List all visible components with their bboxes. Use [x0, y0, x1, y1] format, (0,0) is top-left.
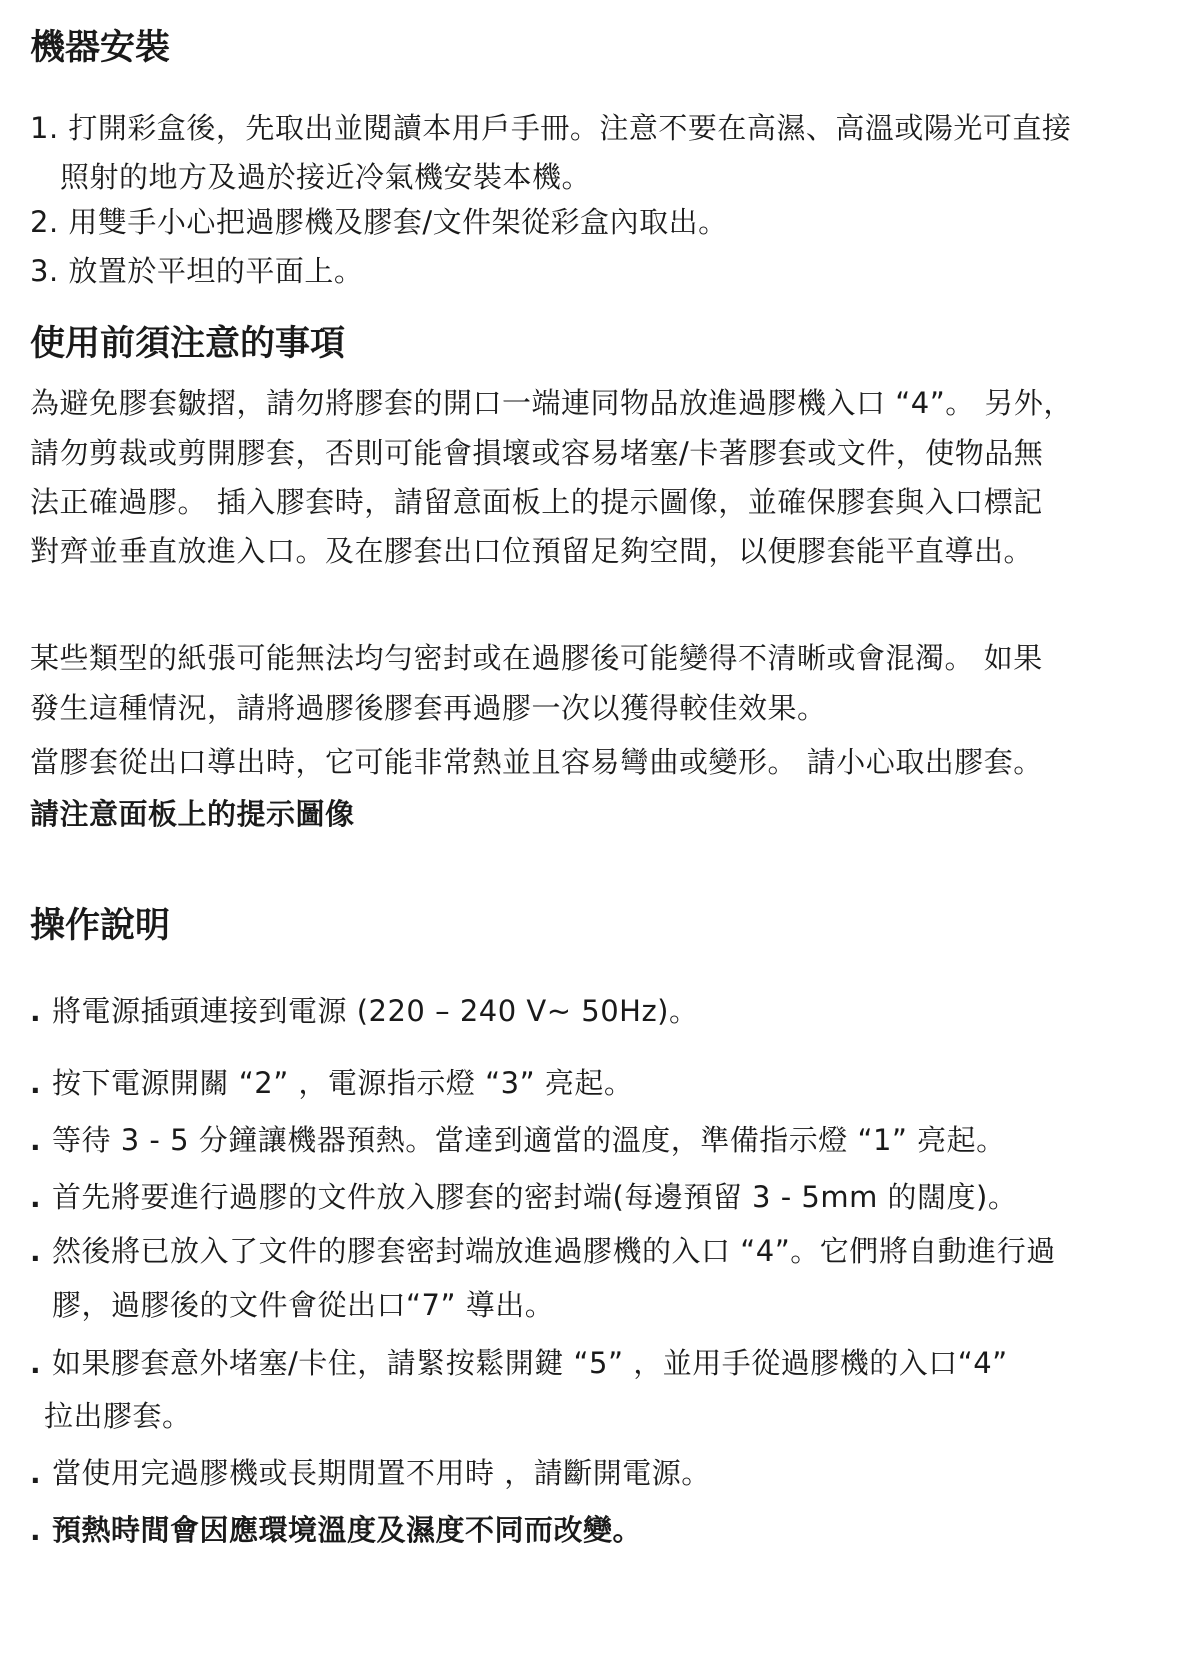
list-item [30, 1453, 711, 1494]
list-item [30, 1120, 1006, 1161]
list-item [30, 1231, 1056, 1272]
install-step-1-cont: 照射的地方及過於接近冷氣機安裝本機。 [60, 160, 592, 194]
list-item [30, 1063, 633, 1104]
op-step-jam-release-cont: 拉出膠套。 [44, 1399, 192, 1433]
bullet-glyph: . [30, 995, 42, 1028]
op-step-power-connect: 將電源插頭連接到電源 (220 – 240 V~ 50Hz)。 [52, 994, 699, 1028]
op-preheat-note: 預熱時間會因應環境溫度及濕度不同而改變。 [52, 1513, 643, 1547]
bullet-glyph: . [30, 1124, 42, 1157]
precaution-panel-note: 請注意面板上的提示圖像 [30, 797, 355, 831]
op-step-disconnect: 當使用完過膠機或長期閒置不用時 ，請斷開電源。 [52, 1456, 711, 1490]
precaution-para1-line1: 為避免膠套皺摺，請勿將膠套的開口一端連同物品放進過膠機入口 “4”。 另外， [30, 386, 1073, 420]
bullet-glyph: . [30, 1514, 42, 1547]
install-step-1: 1. 打開彩盒後，先取出並閱讀本用戶手冊。注意不要在高濕、高溫或陽光可直接 [30, 111, 1072, 145]
heading-machine-installation: 機器安裝 [30, 28, 171, 68]
bullet-glyph: . [30, 1457, 42, 1490]
heading-precautions: 使用前須注意的事項 [30, 324, 346, 364]
precaution-para2-line2: 發生這種情況，請將過膠後膠套再過膠一次以獲得較佳效果。 [30, 691, 827, 725]
heading-operating-instructions: 操作說明 [30, 906, 171, 946]
op-step-feed-pouch: 然後將已放入了文件的膠套密封端放進過膠機的入口 “4”。它們將自動進行過 [52, 1234, 1056, 1268]
precaution-para2-line3: 當膠套從出口導出時，它可能非常熱並且容易彎曲或變形。 請小心取出膠套。 [30, 745, 1043, 779]
precaution-para1-line4: 對齊並垂直放進入口。及在膠套出口位預留足夠空間，以便膠套能平直導出。 [30, 534, 1034, 568]
precaution-para2-line1: 某些類型的紙張可能無法均勻密封或在過膠後可能變得不清晰或會混濁。 如果 [30, 641, 1043, 675]
bullet-glyph: . [30, 1347, 42, 1380]
bullet-glyph: . [30, 1181, 42, 1214]
precaution-para1-line2: 請勿剪裁或剪開膠套，否則可能會損壞或容易堵塞/卡著膠套或文件，使物品無 [30, 436, 1044, 470]
precaution-para1-line3: 法正確過膠。 插入膠套時，請留意面板上的提示圖像，並確保膠套與入口標記 [30, 485, 1043, 519]
op-step-insert-document: 首先將要進行過膠的文件放入膠套的密封端(每邊預留 3 - 5mm 的闊度)。 [52, 1180, 1018, 1214]
install-step-3: 3. 放置於平坦的平面上。 [30, 254, 364, 288]
list-item [30, 1177, 1017, 1218]
op-step-preheat: 等待 3 - 5 分鐘讓機器預熱。當達到適當的溫度，準備指示燈 “1” 亮起。 [52, 1123, 1006, 1157]
op-step-jam-release: 如果膠套意外堵塞/卡住，請緊按鬆開鍵 “5” ，並用手從過膠機的入口“4” [52, 1346, 1008, 1380]
list-item [30, 1510, 642, 1551]
list-item [30, 1343, 1008, 1384]
list-item [30, 991, 699, 1032]
install-step-2: 2. 用雙手小心把過膠機及膠套/文件架從彩盒內取出。 [30, 205, 728, 239]
bullet-glyph: . [30, 1067, 42, 1100]
op-step-power-switch: 按下電源開關 “2” ，電源指示燈 “3” 亮起。 [52, 1066, 634, 1100]
op-step-feed-pouch-cont: 膠，過膠後的文件會從出口“7” 導出。 [52, 1288, 555, 1322]
bullet-glyph: . [30, 1235, 42, 1268]
